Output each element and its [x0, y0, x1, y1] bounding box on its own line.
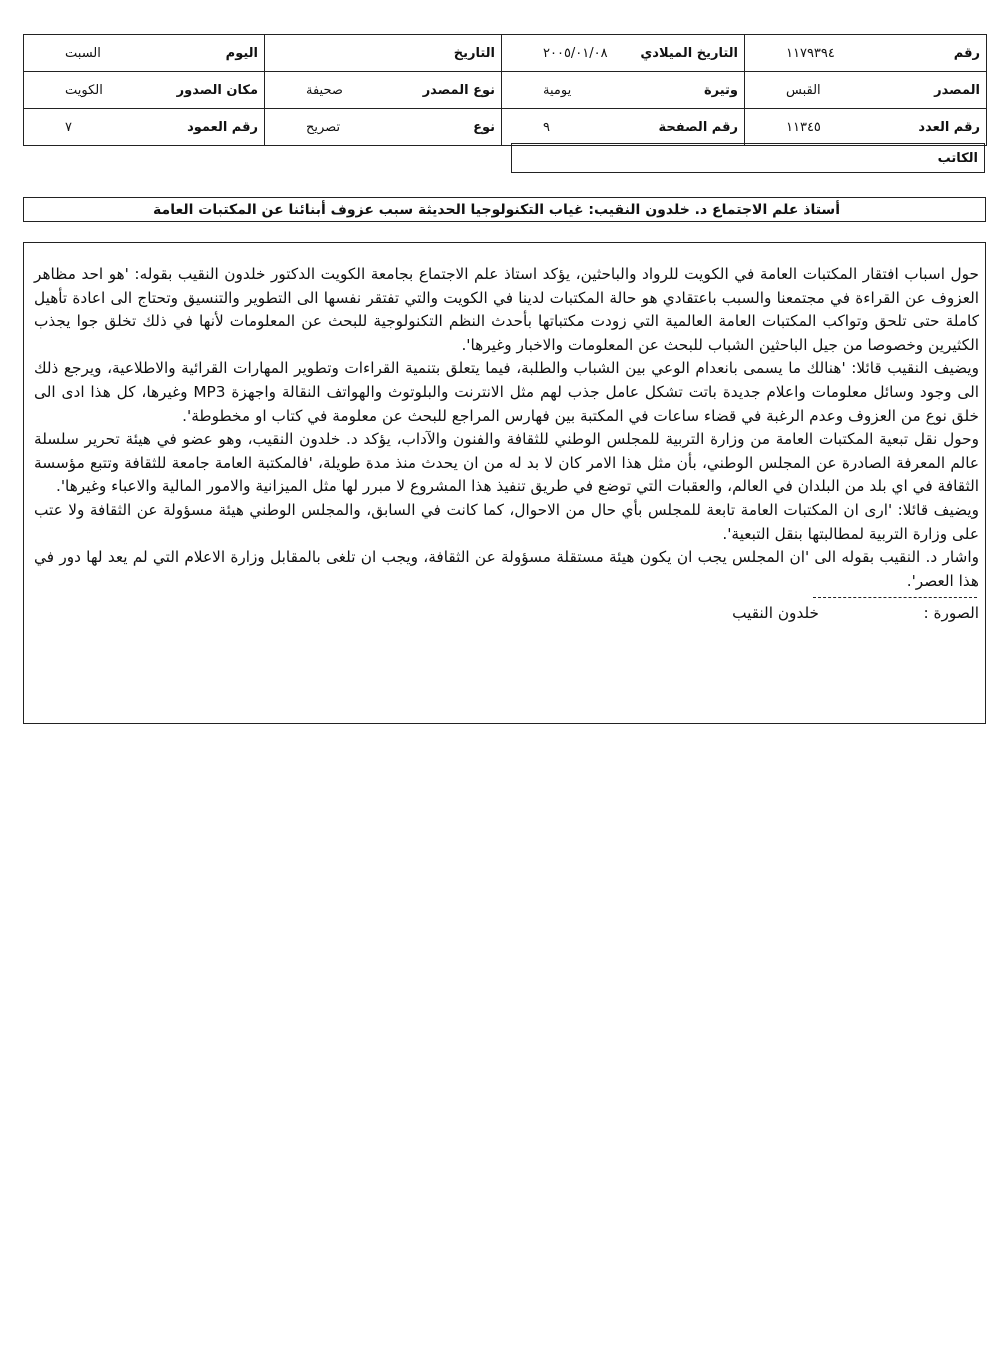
photo-label: الصورة : — [923, 604, 979, 623]
frequency-value: يومية — [543, 82, 572, 98]
metadata-cell-number — [745, 35, 987, 72]
writer-label: الكاتب — [937, 150, 978, 166]
metadata-cell-greg-date — [502, 35, 745, 72]
metadata-cell-source-type — [265, 72, 502, 109]
headline-box — [23, 197, 986, 222]
metadata-cell-date — [265, 35, 502, 72]
source-label: المصدر — [934, 82, 980, 98]
date-label: التاريخ — [453, 45, 495, 61]
page-label: رقم الصفحة — [658, 119, 738, 135]
metadata-row-3 — [24, 109, 987, 146]
number-value: ١١٧٩٣٩٤ — [786, 45, 835, 61]
day-label: اليوم — [225, 45, 258, 61]
metadata-cell-source — [745, 72, 987, 109]
greg-date-label: التاريخ الميلادي — [640, 45, 738, 61]
issue-value: ١١٣٤٥ — [786, 119, 821, 135]
source-type-value: صحيفة — [306, 82, 343, 98]
place-value: الكويت — [65, 82, 103, 98]
type-label: نوع — [473, 119, 495, 135]
number-label: رقم — [953, 45, 980, 61]
metadata-cell-column — [24, 109, 265, 146]
article-paragraph-1: حول اسباب افتقار المكتبات العامة في الكويت للرواد والباحثين، يؤكد استاذ علم الاجتماع بجامعة الكويت الدكتور خلدون النقيب بقوله: 'هو احد مظاهر العزوف عن القراءة في مجتمعنا والسبب باعتقادي هو حالة المكتبات لدينا في الكويت والتي تفتقر نفسها الى التطوير والتنسيق وتحتاج الى اعادة تأهيل كاملة حتى تلحق وتواكب المكتبات العامة العالمية التي زودت مكتباتها بأحدث النظم التكنولوجية للبحث عن المعلومات لأنها في ذلك تخلق جوا يجذب الكثيرين وخصوصا من جيل الباحثين الشباب للبحث عن المعلومات والاخبار وغيرها'. — [34, 265, 979, 354]
column-label: رقم العمود — [187, 119, 258, 135]
photo-credit — [34, 600, 979, 626]
article-paragraph-5: واشار د. النقيب بقوله الى 'ان المجلس يجب ان يكون هيئة مستقلة مسؤولة عن الثقافة، ويجب ان تلغى بالمقابل وزارة الاعلام التي لم يعد لها دور في هذا العصر'. — [34, 548, 979, 590]
page-value: ٩ — [543, 119, 550, 135]
type-value: تصريح — [306, 119, 341, 135]
greg-date-value: ٢٠٠٥/٠١/٠٨ — [543, 45, 608, 61]
photo-value: خلدون النقيب — [732, 604, 819, 623]
article-body — [23, 242, 986, 724]
place-label: مكان الصدور — [176, 82, 258, 98]
metadata-cell-day — [24, 35, 265, 72]
frequency-label: وتيرة — [703, 82, 738, 98]
metadata-row-2 — [24, 72, 987, 109]
article-paragraph-3: وحول نقل تبعية المكتبات العامة من وزارة التربية للمجلس الوطني للثقافة والفنون والآداب، يؤكد د. خلدون النقيب، وهو عضو في هيئة تحرير سلسلة عالم المعرفة الصادرة عن المجلس الوطني، بأن مثل هذا الامر كان لا بد له من ان يحدث منذ مدة طويلة، 'فالمكتبة العامة جامعة للثقافة وتتبع مؤسسة الثقافة في اي بلد من البلدان في العالم، والعقبات التي توضع في طريق تنفيذ هذا المشروع لا مبرر لها مثل الميزانية والامور المالية والاعباء وغيرها'. — [34, 430, 979, 496]
article-paragraph-4: ويضيف قائلا: 'ارى ان المكتبات العامة تابعة للمجلس بأي حال من الاحوال، كما كانت في السابق، والمجلس الوطني هيئة مسؤولة عن الثقافة ولا عتب على وزارة التربية لمطالبتها بنقل التبعية'. — [34, 500, 979, 543]
source-type-label: نوع المصدر — [422, 82, 495, 98]
day-value: السبت — [65, 45, 101, 61]
metadata-cell-issue — [745, 109, 987, 146]
separator-line — [813, 597, 977, 598]
issue-label: رقم العدد — [918, 119, 980, 135]
metadata-cell-type — [265, 109, 502, 146]
article-paragraph-2: ويضيف النقيب قائلا: 'هنالك ما يسمى بانعدام الوعي بين الشباب والطلبة، فيما يتعلق بتنمية القراءات وتطوير المهارات القرائية والاطلاعية، ويرجع ذلك الى وجود وسائل معلومات واعلام جديدة باتت تشكل عامل جذب لهم مثل الانترنت والبلوتوث والهواتف النقالة واجهزة MP3 وغيرها، كل هذا ادى الى خلق نوع من العزوف وعدم الرغبة في قضاء ساعات في المكتبة بين فهارس المراجع للبحث عن معلومة في كتاب او مخطوطة'. — [34, 359, 979, 425]
metadata-cell-page — [502, 109, 745, 146]
writer-field — [511, 143, 985, 173]
metadata-table — [23, 34, 987, 146]
metadata-cell-place — [24, 72, 265, 109]
column-value: ٧ — [65, 119, 72, 135]
headline: أستاذ علم الاجتماع د. خلدون النقيب: غياب التكنولوجيا الحديثة سبب عزوف أبنائنا عن المكتبات العامة — [153, 201, 840, 218]
metadata-cell-frequency — [502, 72, 745, 109]
metadata-row-1 — [24, 35, 987, 72]
source-value: القبس — [786, 82, 821, 98]
